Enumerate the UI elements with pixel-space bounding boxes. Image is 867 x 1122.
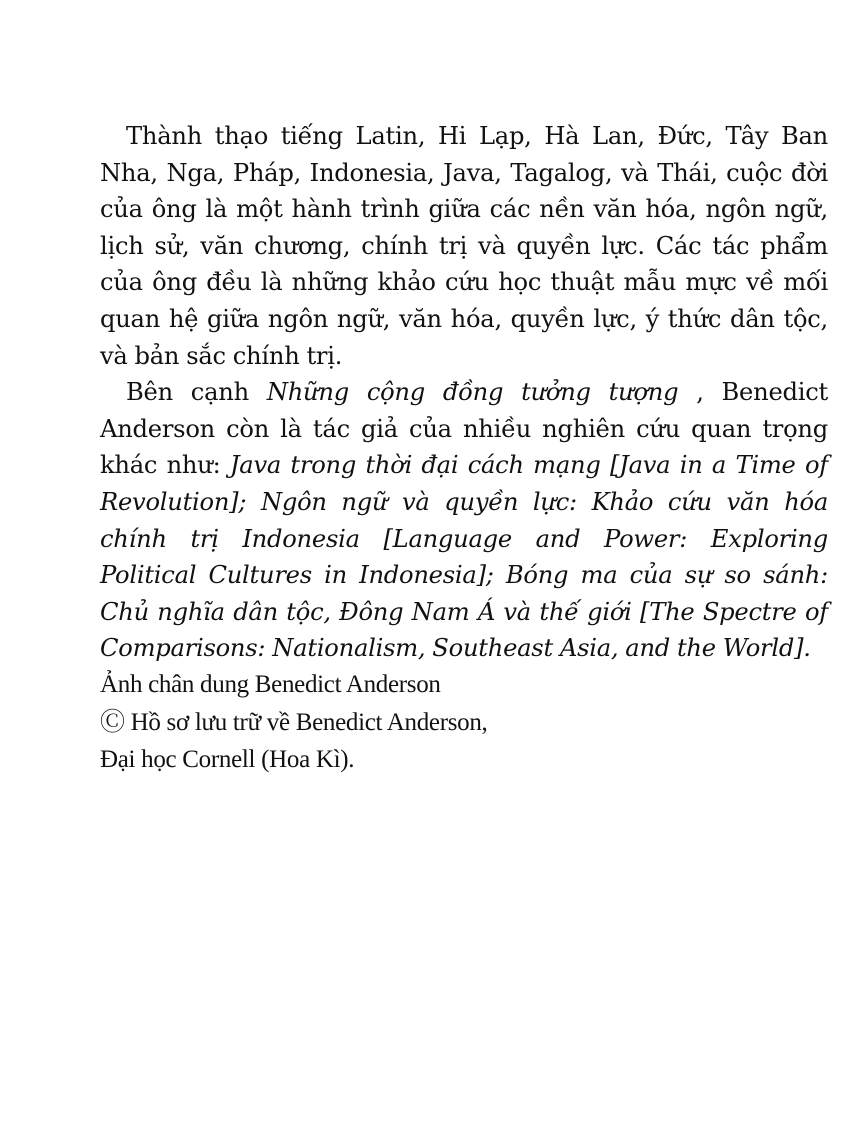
paragraph-languages: Thành thạo tiếng Latin, Hi Lạp, Hà Lan, Đức, Tây Ban Nha, Nga, Pháp, Indonesia, Java, Tagalog, và Thái, cuộc đời của ông là một hành trình giữa các nền văn hóa, ngôn ngữ, lịch sử, văn chương, chính trị và quyền lực. Các tác phẩm của ông đều là những khảo cứu học thuật mẫu mực về mối quan hệ giữa ngôn ngữ, văn hóa, quyền lực, ý thức dân tộc, và bản sắc chính trị. [100, 122, 828, 370]
works-list: Java trong thời đại cách mạng [Java in a Time of Revolution]; Ngôn ngữ và quyền lực: Khảo cứu văn hóa chính trị Indonesia [Language and Power: Exploring Political Cultures in Indonesia]; Bóng ma của sự so sánh: Chủ nghĩa dân tộc, Đông Nam Á và thế giới [The Spectre of Comparisons: Nationalism, Southeast Asia, and the World]. [100, 451, 828, 663]
caption-line-2: Ⓒ Hồ sơ lưu trữ về Benedict Anderson, [100, 708, 488, 736]
book-title: Những cộng đồng tưởng tượng [266, 378, 679, 407]
photo-caption [100, 666, 740, 779]
caption-line-1: Ảnh chân dung Benedict Anderson [100, 671, 441, 698]
caption-line-3: Đại học Cornell (Hoa Kì). [100, 746, 355, 773]
paragraph-works-intro: Bên cạnh [126, 378, 267, 407]
paragraph-works [100, 374, 828, 667]
paragraph-works-middle: , Benedict Anderson còn là tác giả của nhiều nghiên cứu quan trọng khác như: [100, 378, 828, 480]
body-text [100, 118, 828, 667]
